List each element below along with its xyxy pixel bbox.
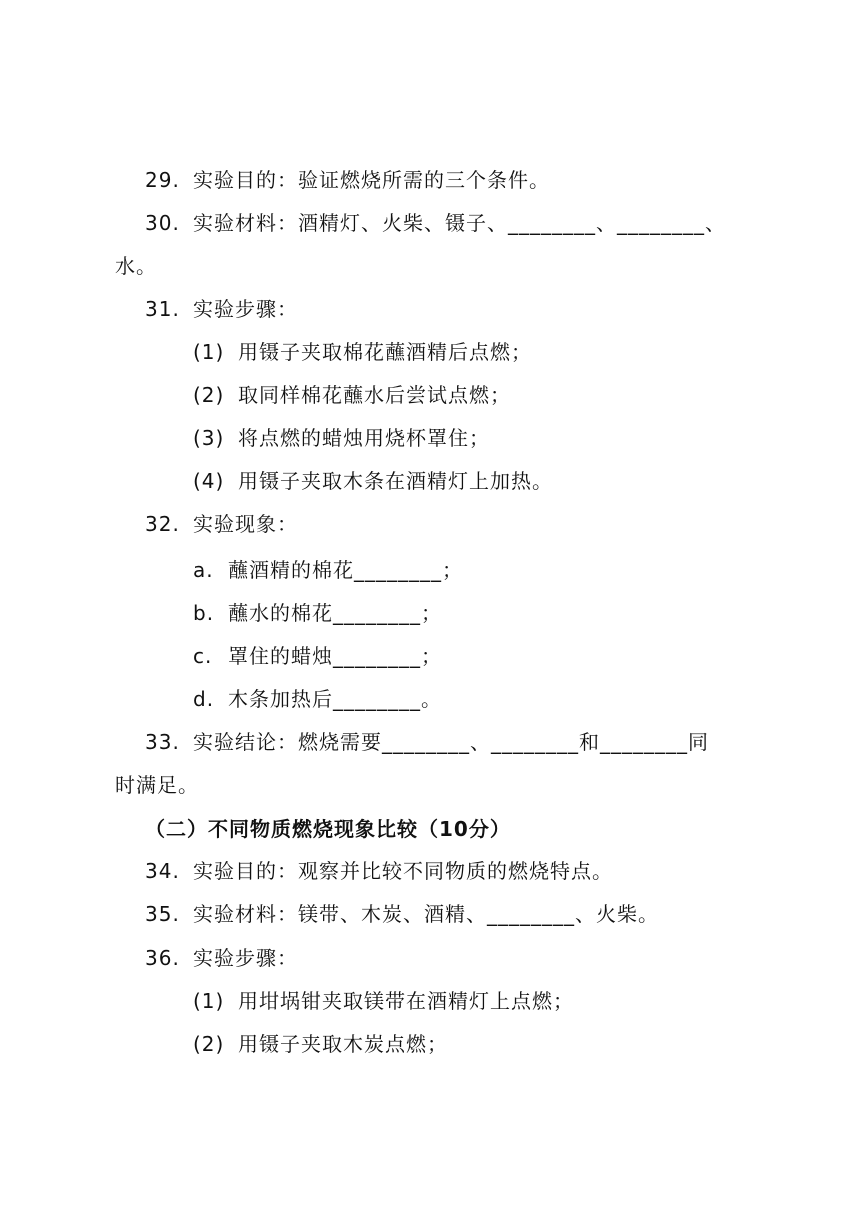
item-number: 34. — [145, 859, 180, 883]
observation-text: 罩住的蜡烛________； — [228, 644, 442, 668]
item-text: 实验结论：燃烧需要________、________和________同 — [193, 730, 709, 754]
step-number: (1) — [193, 340, 225, 364]
item-34 — [145, 857, 613, 885]
item-36 — [145, 944, 298, 972]
item-number: 36. — [145, 946, 180, 970]
observation-a — [193, 556, 463, 584]
item-33-continued — [115, 771, 199, 799]
step-number: (1) — [193, 989, 225, 1013]
item-text: 实验目的：验证燃烧所需的三个条件。 — [193, 168, 550, 192]
item-35 — [145, 900, 659, 928]
observation-letter: a. — [193, 558, 214, 582]
observation-text: 木条加热后________。 — [228, 687, 442, 711]
step-text: 将点燃的蜡烛用烧杯罩住； — [238, 426, 490, 450]
step-text: 取同样棉花蘸水后尝试点燃； — [238, 383, 511, 407]
observation-letter: d. — [193, 687, 215, 711]
item-text: 实验现象： — [193, 512, 298, 536]
item-32 — [145, 510, 298, 538]
item-number: 30. — [145, 211, 180, 235]
step-number: (2) — [193, 383, 225, 407]
observation-c — [193, 642, 442, 670]
section-title: （二）不同物质燃烧现象比较（10分） — [145, 817, 511, 841]
step-number: (2) — [193, 1032, 225, 1056]
item-31 — [145, 295, 298, 323]
step-text: 用镊子夹取木炭点燃； — [238, 1032, 448, 1056]
item-33 — [145, 728, 709, 756]
item-text: 实验材料：酒精灯、火柴、镊子、________、________、 — [193, 211, 726, 235]
observation-text: 蘸水的棉花________； — [228, 601, 442, 625]
step-3 — [193, 424, 490, 452]
item-text: 时满足。 — [115, 773, 199, 797]
item-text: 实验步骤： — [193, 946, 298, 970]
step-number: (3) — [193, 426, 225, 450]
section-heading — [145, 815, 511, 843]
observation-letter: c. — [193, 644, 213, 668]
step-1 — [193, 987, 574, 1015]
item-text: 实验材料：镁带、木炭、酒精、________、火柴。 — [193, 902, 659, 926]
item-30-continued — [115, 252, 157, 280]
item-number: 35. — [145, 902, 180, 926]
observation-letter: b. — [193, 601, 215, 625]
step-number: (4) — [193, 469, 225, 493]
step-text: 用镊子夹取棉花蘸酒精后点燃； — [238, 340, 532, 364]
step-4 — [193, 467, 553, 495]
observation-text: 蘸酒精的棉花________； — [228, 558, 463, 582]
item-30 — [145, 209, 726, 237]
step-2 — [193, 1030, 448, 1058]
item-number: 31. — [145, 297, 180, 321]
step-text: 用坩埚钳夹取镁带在酒精灯上点燃； — [238, 989, 574, 1013]
step-text: 用镊子夹取木条在酒精灯上加热。 — [238, 469, 553, 493]
observation-d — [193, 685, 442, 713]
item-number: 32. — [145, 512, 180, 536]
step-1 — [193, 338, 532, 366]
item-number: 33. — [145, 730, 180, 754]
step-2 — [193, 381, 511, 409]
item-text: 实验步骤： — [193, 297, 298, 321]
item-number: 29. — [145, 168, 180, 192]
item-text: 水。 — [115, 254, 157, 278]
item-29 — [145, 166, 550, 194]
observation-b — [193, 599, 442, 627]
item-text: 实验目的：观察并比较不同物质的燃烧特点。 — [193, 859, 613, 883]
